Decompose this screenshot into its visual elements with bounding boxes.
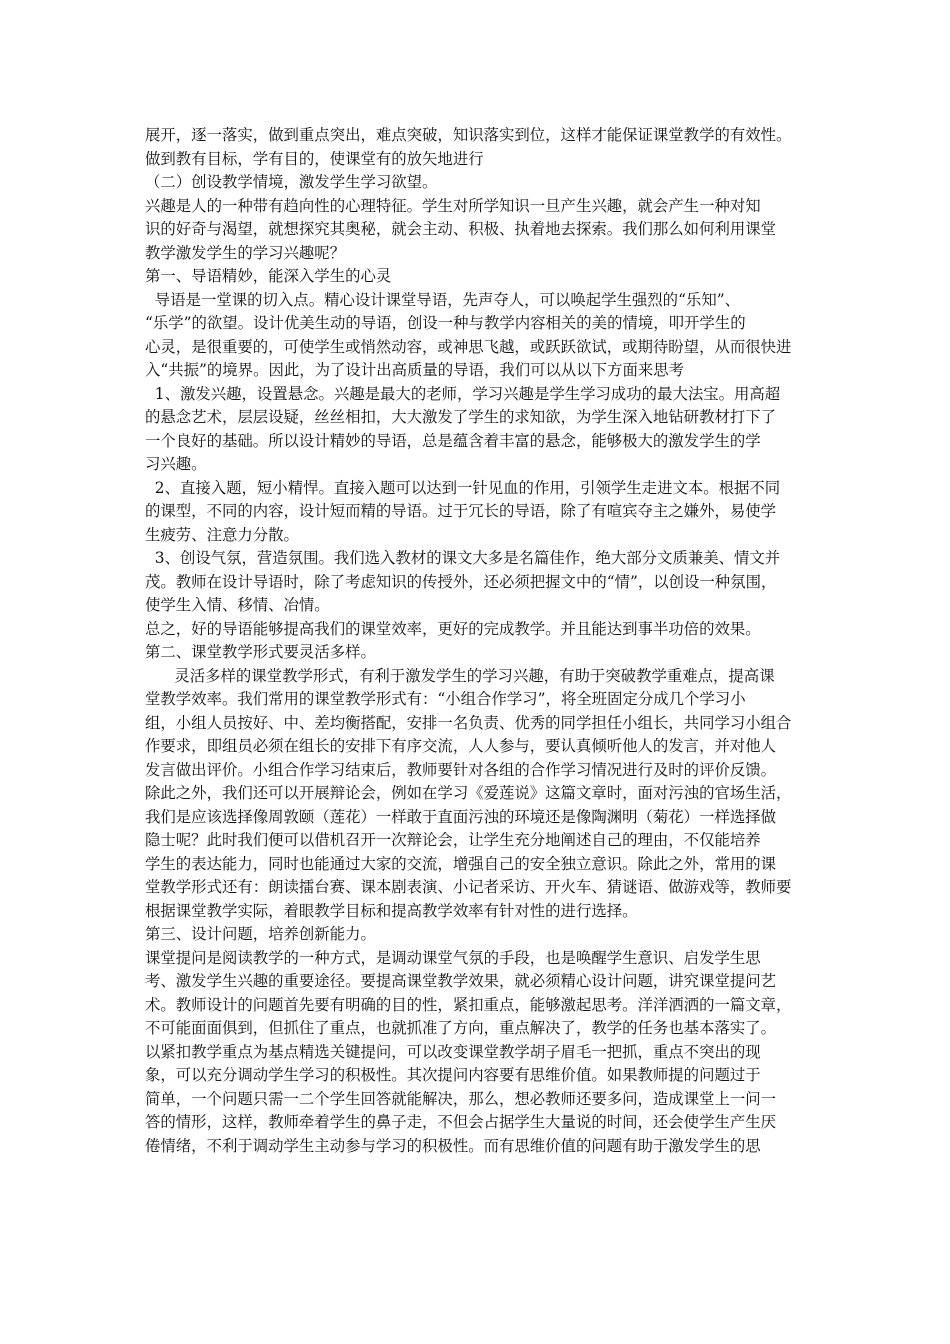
- text-line: 术。教师设计的问题首先要有明确的目的性，紧扣重点，能够激起思考。洋洋洒洒的一篇文章，: [145, 995, 792, 1014]
- text-line: 教学激发学生的学习兴趣呢？: [145, 243, 346, 262]
- text-line: 根据课堂教学实际，着眼教学目标和提高教学效率有针对性的进行选择。: [145, 901, 638, 920]
- text-line: 以紧扣教学重点为基点精选关键提问，可以改变课堂教学胡子眉毛一把抓，重点不突出的现: [145, 1042, 761, 1061]
- text-line: 1、激发兴趣，设置悬念。兴趣是最大的老师，学习兴趣是学生学习成功的最大法宝。用高超: [145, 384, 781, 403]
- text-line: 答的情形，这样，教师牵着学生的鼻子走，不但会占据学生大量说的时间，还会使学生产生厌: [145, 1113, 777, 1131]
- text-line: 2、直接入题，短小精悍。直接入题可以达到一针见血的作用，引领学生走进文本。根据不同: [145, 478, 781, 497]
- text-line: 一个良好的基础。所以设计精妙的导语，总是蕴含着丰富的悬念，能够极大的激发学生的学: [145, 431, 761, 450]
- text-line: 识的好奇与渴望，就想探究其奥秘，就会主动、积极、执着地去探索。我们那么如何利用课堂: [145, 220, 777, 238]
- text-line: “乐学”的欲望。设计优美生动的导语，创设一种与教学内容相关的美的情境，叩开学生的: [145, 314, 746, 332]
- text-line: 总之，好的导语能够提高我们的课堂效率，更好的完成教学。并且能达到事半功倍的效果。: [145, 619, 761, 638]
- text-line: 的课型，不同的内容，设计短而精的导语。过于冗长的导语，除了有喧宾夺主之嫌外，易使学: [145, 502, 777, 520]
- section-heading: 第三、设计问题，培养创新能力。: [145, 925, 376, 943]
- text-line: 堂教学效率。我们常用的课堂教学形式有：“小组合作学习”，将全班固定分成几个学习小: [145, 690, 746, 708]
- text-line: 隐士呢？此时我们便可以借机召开一次辩论会，让学生充分地阐述自己的理由，不仅能培养: [145, 831, 761, 849]
- text-line: 的悬念艺术，层层设疑，丝丝相扣，大大激发了学生的求知欲，为学生深入地钻研教材打下了: [145, 408, 777, 426]
- text-line: 茂。教师在设计导语时，除了考虑知识的传授外，还必须把握文中的“情”，以创设一种氛围，: [145, 572, 777, 591]
- document-body: [145, 124, 807, 1158]
- section-heading: 第二、课堂教学形式要灵活多样。: [145, 643, 376, 661]
- text-line: 3、创设气氛，营造氛围。我们选入教材的课文大多是名篇佳作，绝大部分文质兼美、情文并: [145, 549, 781, 567]
- text-line: 不可能面面俱到，但抓住了重点，也就抓准了方向，重点解决了，教学的任务也基本落实了。: [145, 1019, 777, 1037]
- text-line: 组，小组人员按好、中、差均衡搭配，安排一名负责、优秀的同学担任小组长，共同学习小组合: [145, 713, 792, 732]
- text-line: 使学生入情、移情、冶情。: [145, 596, 330, 614]
- text-line: 倦情绪，不利于调动学生主动参与学习的积极性。而有思维价值的问题有助于激发学生的思: [145, 1136, 761, 1155]
- text-line: 展开，逐一落实，做到重点突出，难点突破，知识落实到位，这样才能保证课堂教学的有效性。: [145, 126, 792, 144]
- text-line: 发言做出评价。小组合作学习结束后，教师要针对各组的合作学习情况进行及时的评价反馈。: [145, 760, 777, 779]
- text-line: 生疲劳、注意力分散。: [145, 525, 299, 544]
- section-heading: 第一、导语精妙，能深入学生的心灵: [145, 267, 392, 285]
- text-line: 学生的表达能力，同时也能通过大家的交流，增强自己的安全独立意识。除此之外，常用的课: [145, 854, 777, 873]
- section-heading: （二）创设教学情境，激发学生学习欲望。: [145, 173, 438, 191]
- text-line: 堂教学形式还有：朗读擂台赛、课本剧表演、小记者采访、开火车、猜谜语、做游戏等，教师要: [145, 878, 792, 896]
- text-line: 习兴趣。: [145, 455, 207, 473]
- text-line: 灵活多样的课堂教学形式，有利于激发学生的学习兴趣，有助于突破教学重难点，提高课: [145, 666, 775, 685]
- text-line: 考、激发学生兴趣的重要途径。要提高课堂教学效果，就必须精心设计问题，讲究课堂提问艺: [145, 972, 777, 990]
- text-line: 导语是一堂课的切入点。精心设计课堂导语，先声夺人，可以唤起学生强烈的“乐知”、: [145, 290, 740, 309]
- text-line: 我们是应该选择像周敦颐（莲花）一样敢于直面污浊的环境还是像陶渊明（菊花）一样选择做: [145, 807, 777, 826]
- text-line: 心灵，是很重要的，可使学生或悄然动容，或神思飞越，或跃跃欲试，或期待盼望，从而很快进: [145, 337, 792, 356]
- text-line: 作要求，即组员必须在组长的安排下有序交流，人人参与，要认真倾听他人的发言，并对他人: [145, 737, 777, 755]
- text-line: 课堂提问是阅读教学的一种方式，是调动课堂气氛的手段，也是唤醒学生意识、启发学生思: [145, 948, 761, 967]
- text-line: 入“共振”的境界。因此，为了设计出高质量的导语，我们可以从以下方面来思考: [145, 361, 685, 379]
- text-line: 象，可以充分调动学生学习的积极性。其次提问内容要有思维价值。如果教师提的问题过于: [145, 1066, 761, 1084]
- text-line: 除此之外，我们还可以开展辩论会，例如在学习《爱莲说》这篇文章时，面对污浊的官场生活，: [145, 784, 792, 802]
- text-line: 做到教有目标，学有目的，使课堂有的放矢地进行: [145, 149, 484, 168]
- text-line: 简单，一个问题只需一二个学生回答就能解决，那么，想必教师还要多问，造成课堂上一问一: [145, 1089, 777, 1108]
- text-line: 兴趣是人的一种带有趋向性的心理特征。学生对所学知识一旦产生兴趣，就会产生一种对知: [145, 196, 761, 215]
